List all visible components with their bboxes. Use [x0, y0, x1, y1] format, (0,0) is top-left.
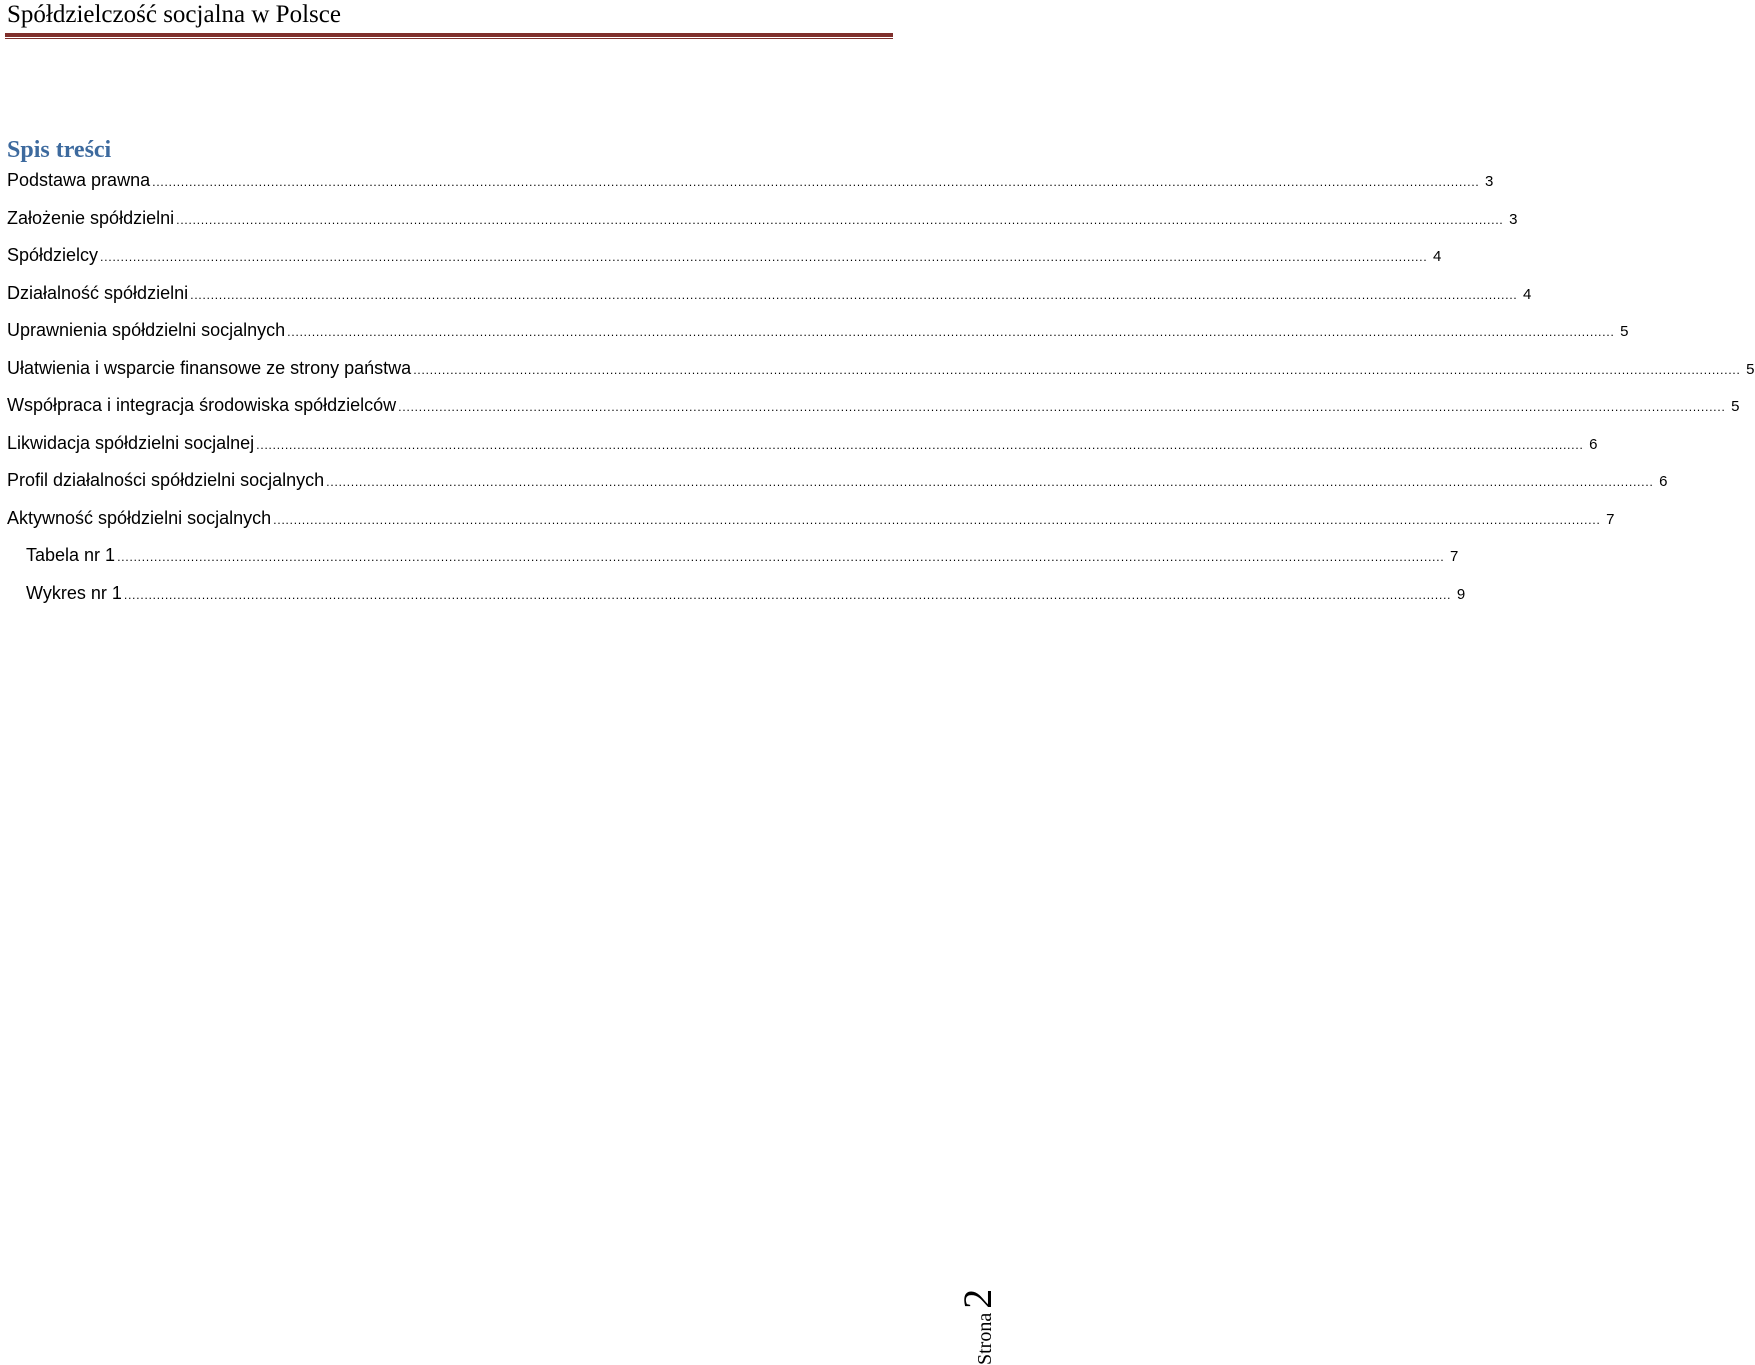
toc-entry[interactable] — [7, 506, 1615, 544]
toc-entry-label: Tabela nr 1 — [26, 545, 116, 565]
toc-entry-label: Aktywność spółdzielni socjalnych — [7, 507, 272, 528]
page-header — [5, 0, 895, 40]
page-label: Strona — [974, 1312, 996, 1365]
toc-dot-leader — [124, 584, 1451, 608]
toc-entry[interactable] — [7, 206, 1518, 244]
toc-entry-page: 7 — [1450, 548, 1459, 565]
toc-entry-page: 4 — [1523, 285, 1532, 303]
table-of-contents — [7, 132, 1755, 618]
toc-dot-leader — [287, 321, 1614, 345]
toc-entry-label: Spółdzielcy — [7, 245, 99, 265]
toc-entry-page: 4 — [1433, 248, 1442, 265]
page-number-block — [955, 1288, 1000, 1365]
toc-entry-label: Profil działalności spółdzielni socjalnych — [7, 470, 325, 490]
page-footer — [920, 1255, 1000, 1365]
toc-entry[interactable] — [7, 393, 1740, 431]
toc-entry[interactable] — [7, 468, 1668, 506]
toc-entry-page: 3 — [1485, 173, 1494, 190]
toc-dot-leader — [256, 434, 1583, 458]
toc-entry[interactable] — [7, 356, 1755, 394]
toc-entry[interactable] — [7, 318, 1629, 356]
toc-dot-leader — [152, 171, 1479, 195]
toc-entry-page: 7 — [1606, 510, 1615, 528]
toc-entry-page: 3 — [1509, 210, 1518, 228]
toc-subentry[interactable] — [7, 543, 1459, 581]
toc-entry-page: 6 — [1659, 473, 1668, 490]
toc-dot-leader — [413, 359, 1740, 383]
toc-entry-label: Działalność spółdzielni — [7, 282, 189, 303]
toc-entry-label: Podstawa prawna — [7, 170, 151, 190]
toc-dot-leader — [273, 509, 1600, 533]
toc-entry[interactable] — [7, 281, 1532, 319]
toc-dot-leader — [100, 246, 1427, 270]
toc-entry-label: Ułatwienia i wsparcie finansowe ze strony państwa — [7, 357, 412, 378]
document-title: Spółdzielczość socjalna w Polsce — [7, 1, 341, 28]
toc-entry[interactable] — [7, 431, 1598, 469]
toc-dot-leader — [117, 546, 1444, 570]
toc-entry-label: Wykres nr 1 — [26, 582, 122, 603]
toc-entry-label: Uprawnienia spółdzielni socjalnych — [7, 320, 286, 340]
toc-entry-label: Likwidacja spółdzielni socjalnej — [7, 432, 255, 453]
toc-entry[interactable] — [7, 243, 1442, 281]
toc-entry-label: Współpraca i integracja środowiska spółdzielców — [7, 395, 397, 415]
toc-dot-leader — [176, 209, 1503, 233]
toc-entry-label: Założenie spółdzielni — [7, 207, 175, 228]
toc-dot-leader — [326, 471, 1653, 495]
toc-subentry[interactable] — [7, 581, 1466, 619]
header-rule-thin — [5, 38, 893, 39]
toc-entry-page: 9 — [1456, 585, 1466, 603]
page-number: 2 — [955, 1288, 1000, 1309]
toc-entry-page: 5 — [1731, 398, 1740, 415]
toc-list — [7, 168, 1755, 618]
toc-entry-page: 5 — [1746, 360, 1755, 378]
toc-heading: Spis treści — [7, 137, 112, 163]
toc-entry[interactable] — [7, 168, 1494, 206]
header-rule-thick — [5, 33, 893, 37]
toc-dot-leader — [190, 284, 1517, 308]
toc-dot-leader — [398, 396, 1725, 420]
toc-entry-page: 5 — [1620, 323, 1629, 340]
toc-entry-page: 6 — [1589, 435, 1598, 453]
